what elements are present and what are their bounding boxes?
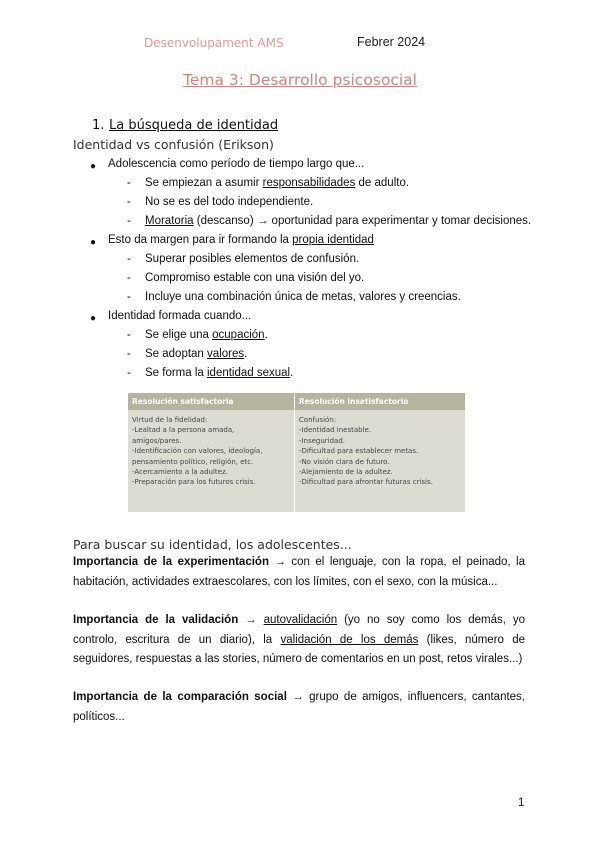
bullet-icon: ●: [90, 161, 97, 172]
sub-item: No se es del todo independiente.: [145, 196, 314, 208]
bullet-item: Identidad formada cuando...: [108, 310, 252, 322]
sub-item: Compromiso estable con una visión del yo.: [145, 272, 365, 284]
header-right: Febrer 2024: [357, 35, 426, 49]
paragraph-experimentation: Importancia de la experimentación → con el lenguaje, con la ropa, el peinado, la habitación, actividades extraescolares, con los límites, con el sexo, con la música...: [73, 556, 526, 588]
table-header: Resolución satisfactoria: [128, 393, 294, 410]
section-title: La búsqueda de identidad: [109, 118, 279, 133]
dash-icon: -: [127, 215, 131, 227]
page-number: 1: [518, 797, 525, 809]
header-left: Desenvolupament AMS: [144, 36, 284, 50]
page-title: Tema 3: Desarrollo psicosocial: [182, 71, 417, 89]
sub-item: Se adoptan valores.: [145, 348, 248, 360]
sub-item: Superar posibles elementos de confusión.: [145, 253, 360, 265]
dash-icon: -: [127, 329, 131, 341]
table-cell-satisfactory: Virtud de la fidelidad: -Lealtad a la persona amada, amigos/pares. -Identificación con valores, ideología, pensamiento político, religión, etc. -Acercamiento a la adultez. -Preparación para los futuros crisis.: [128, 410, 294, 512]
resolution-table: [128, 393, 465, 512]
table-cell-unsatisfactory: Confusión: -Identidad inestable. -Inseguridad. -Dificultad para establecer metas. -No visión clara de futuro. -Alejamiento de la adultez. -Dificultad para afrontar futuras crisis.: [294, 410, 465, 512]
dash-icon: -: [127, 367, 131, 379]
bullet-item: Esto da margen para ir formando la propia identidad: [108, 234, 374, 246]
bullet-icon: ●: [90, 313, 97, 324]
sub-item: Se forma la identidad sexual.: [145, 367, 294, 379]
dash-icon: -: [127, 272, 131, 284]
dash-icon: -: [127, 348, 131, 360]
subheading: Identidad vs confusión (Erikson): [73, 137, 274, 152]
paragraph-validation: Importancia de la validación → autovalidación (yo no soy como los demás, yo controlo, escritura de un diario), la validación de los demás (likes, número de seguidores, respuestas a las stories, número de comentarios en un post, retos virales...): [73, 614, 525, 665]
paragraph-heading: Para buscar su identidad, los adolescentes...: [73, 537, 352, 552]
sub-item: Moratoria (descanso) → oportunidad para experimentar y tomar decisiones.: [145, 215, 532, 227]
sub-item: Se elige una ocupación.: [145, 329, 268, 341]
sub-item: Incluye una combinación única de metas, valores y creencias.: [145, 291, 461, 303]
bullet-item: Adolescencia como período de tiempo largo que...: [108, 158, 365, 170]
paragraph-social-comparison: Importancia de la comparación social → grupo de amigos, influencers, cantantes, políticos...: [73, 691, 526, 723]
dash-icon: -: [127, 253, 131, 265]
bullet-icon: ●: [90, 237, 97, 248]
table-header: Resolución insatisfactoria: [294, 393, 465, 410]
dash-icon: -: [127, 291, 131, 303]
dash-icon: -: [127, 196, 131, 208]
section-heading: [92, 118, 278, 133]
section-number: 1.: [92, 118, 105, 133]
sub-item: Se empiezan a asumir responsabilidades de adulto.: [145, 177, 410, 189]
dash-icon: -: [127, 177, 131, 189]
